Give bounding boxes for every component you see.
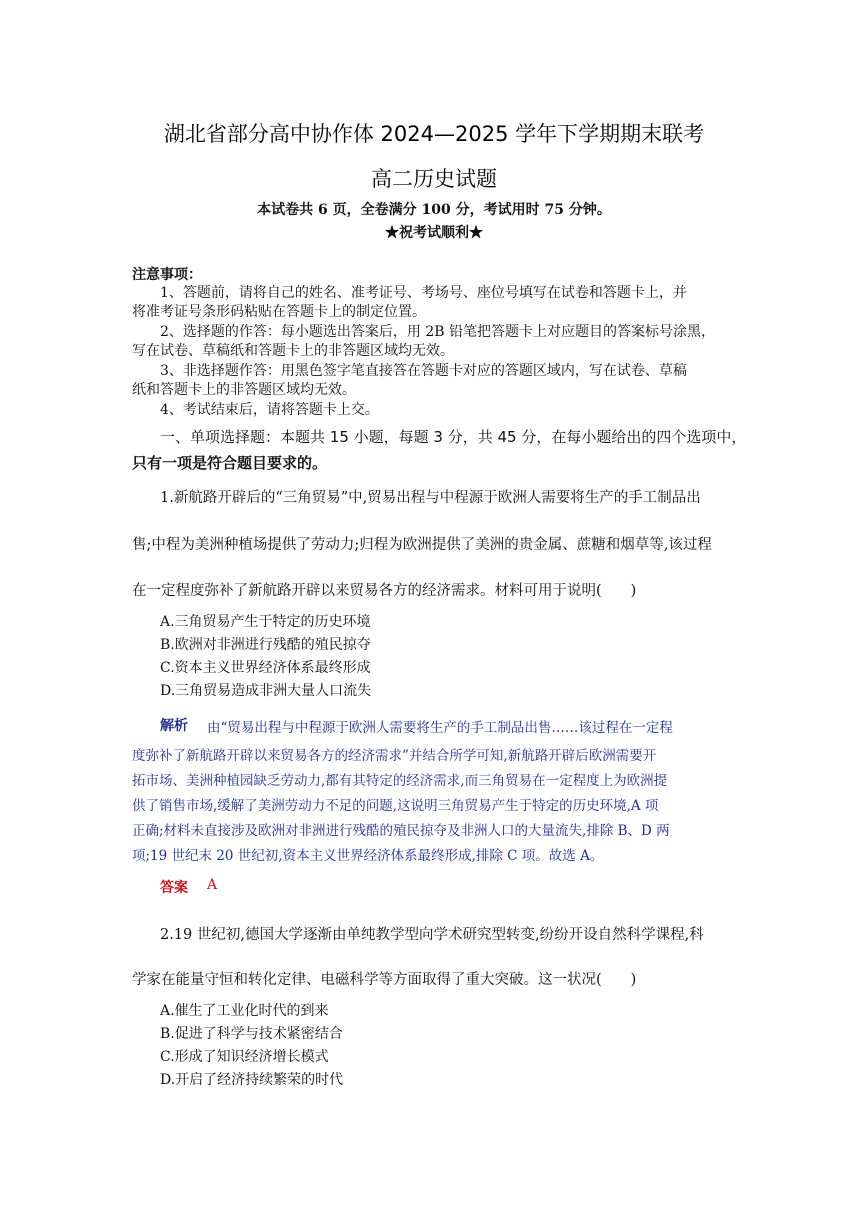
notice-line: 3、非选择题作答：用黑色签字笔直接答在答题卡对应的答题区域内，写在试卷、草稿 [160,363,687,379]
notice-heading: 注意事项： [132,267,202,283]
question-1-option-a: A.三角贸易产生于特定的历史环境 [160,614,371,630]
explanation-line: 度弥补了新航路开辟以来贸易各方的经济需求”并结合所学可知,新航路开辟后欧洲需要开 [132,748,657,764]
section-instruction-cont: 只有一项是符合题目要求的。 [132,454,328,472]
answer-label: 答案 [160,880,188,896]
explanation-line: 由“贸易出程与中程源于欧洲人需要将生产的手工制品出售……该过程在一定程 [207,720,673,736]
question-2-option-c: C.形成了知识经济增长模式 [160,1049,329,1065]
question-1-text: 售;中程为美洲种植场提供了劳动力;归程为欧洲提供了美洲的贵金属、蔗糖和烟草等,该过程 [132,537,712,553]
question-2-option-d: D.开启了经济持续繁荣的时代 [160,1072,344,1088]
answer-value: A [207,877,218,893]
exam-subtitle: 高二历史试题 [371,167,497,191]
notice-line: 写在试卷、草稿纸和答题卡上的非答题区域均无效。 [132,343,454,359]
exam-info: 本试卷共 6 页，全卷满分 100 分，考试用时 75 分钟。 [257,202,611,218]
explanation-label: 解析 [160,718,188,734]
notice-line: 4、考试结束后，请将答题卡上交。 [160,402,379,418]
question-2-option-a: A.催生了工业化时代的到来 [160,1003,329,1019]
notice-line: 2、选择题的作答：每小题选出答案后，用 2B 铅笔把答题卡上对应题目的答案标号涂黑， [160,324,716,340]
section-instruction: 一、单项选择题：本题共 15 小题，每题 3 分，共 45 分，在每小题给出的四个选项中， [160,428,747,446]
question-2-text: 2.19 世纪初,德国大学逐渐由单纯教学型向学术研究型转变,纷纷开设自然科学课程,科 [160,927,704,943]
notice-line: 纸和答题卡上的非答题区域均无效。 [132,382,356,398]
explanation-line: 拓市场、美洲种植园缺乏劳动力,都有其特定的经济需求,而三角贸易在一定程度上为欧洲提 [132,773,668,789]
explanation-line: 项;19 世纪末 20 世纪初,资本主义世界经济体系最终形成,排除 C 项。故选 A。 [132,848,604,864]
notice-line: 1、答题前，请将自己的姓名、准考证号、考场号、座位号填写在试卷和答题卡上，并 [160,285,687,301]
explanation-line: 供了销售市场,缓解了美洲劳动力不足的问题,这说明三角贸易产生于特定的历史环境,A 项 [132,798,659,814]
question-1-option-c: C.资本主义世界经济体系最终形成 [160,660,371,676]
explanation-line: 正确;材料未直接涉及欧洲对非洲进行残酷的殖民掠夺及非洲人口的大量流失,排除 B、D 两 [132,823,670,839]
question-1-option-d: D.三角贸易造成非洲大量人口流失 [160,683,372,699]
exam-wish: ★祝考试顺利★ [385,225,483,241]
notice-line: 将准考证号条形码粘贴在答题卡上的制定位置。 [132,304,426,320]
question-1-text: 1.新航路开辟后的“三角贸易”中,贸易出程与中程源于欧洲人需要将生产的手工制品出 [160,490,701,506]
question-2-option-b: B.促进了科学与技术紧密结合 [160,1026,343,1042]
question-1-option-b: B.欧洲对非洲进行残酷的殖民掠夺 [160,637,371,653]
exam-title: 湖北省部分高中协作体 2024—2025 学年下学期期末联考 [163,122,705,146]
question-2-text: 学家在能量守恒和转化定律、电磁科学等方面取得了重大突破。这一状况( ) [132,972,637,988]
question-1-text: 在一定程度弥补了新航路开辟以来贸易各方的经济需求。材料可用于说明( ) [132,583,637,599]
